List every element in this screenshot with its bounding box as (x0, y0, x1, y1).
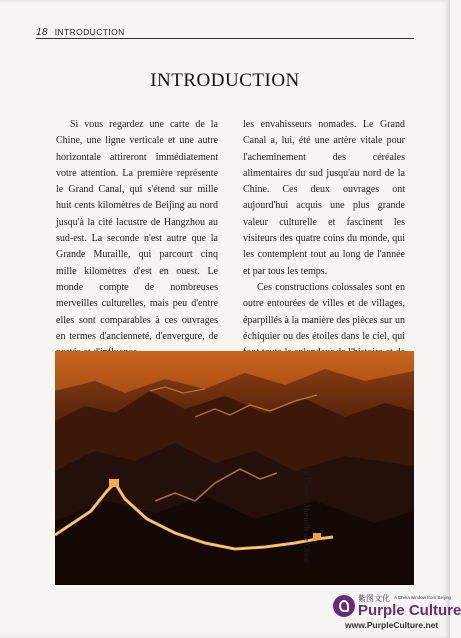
page-number: 18 (36, 27, 48, 38)
great-wall-illustration (55, 351, 414, 585)
watermark-brand: Purple Culture (358, 602, 461, 619)
paragraph: les envahisseurs nomades. Le Grand Canal a, lui, été une artère vitale pour l'acheminement des céréales alimentaires du sud jusqu'au nord de la Chine. Ces deux ouvrages ont aujourd'hui acquis une plus grande valeur culturelle et fascinent les visiteurs des quatre coins du monde, qui les contemplent tout au long de l'année et par tous les temps. (243, 119, 405, 277)
great-wall-photo (55, 351, 414, 585)
running-header-section: INTRODUCTION (54, 27, 125, 37)
running-header (36, 27, 125, 38)
watermark (333, 593, 461, 635)
watermark-chinese: 紫图文化 (358, 594, 390, 603)
photo-caption-text: La Grande Muraille de Chine (302, 467, 311, 563)
paragraph: Ces constructions colossales sont en outre entourées de villes et de villages, éparpillés à la manière des pièces sur un échiquier ou des étoiles dans le ciel, qui (243, 281, 405, 342)
paragraph: Si vous regardez une carte de la Chine, une ligne verticale et une autre horizontale attireront immédiatement votre attention. La première représente le Grand Canal, qui s'étend sur mille huit cents kilomètres de Beijing au nord jusqu'à la cité lacustre de Hangzhou au sud-est. La seconde n'est autre que la Grande Muraille, qui parcourt cinq mille kilomètres d'est en ouest. Le monde compte de nombreuses merveilles culturelles, mais peu d'entre elles sont comparables à ces ouvrages en termes d'ancienneté, d'envergure, de (56, 119, 218, 342)
page-title: INTRODUCTION (150, 70, 300, 91)
watermark-tagline: A China window from Beijing (394, 595, 452, 600)
photo-caption (302, 351, 430, 585)
watermark-url: www.PurpleCulture.net (345, 620, 439, 630)
header-rule (36, 38, 414, 39)
purple-culture-logo-icon (333, 595, 355, 617)
